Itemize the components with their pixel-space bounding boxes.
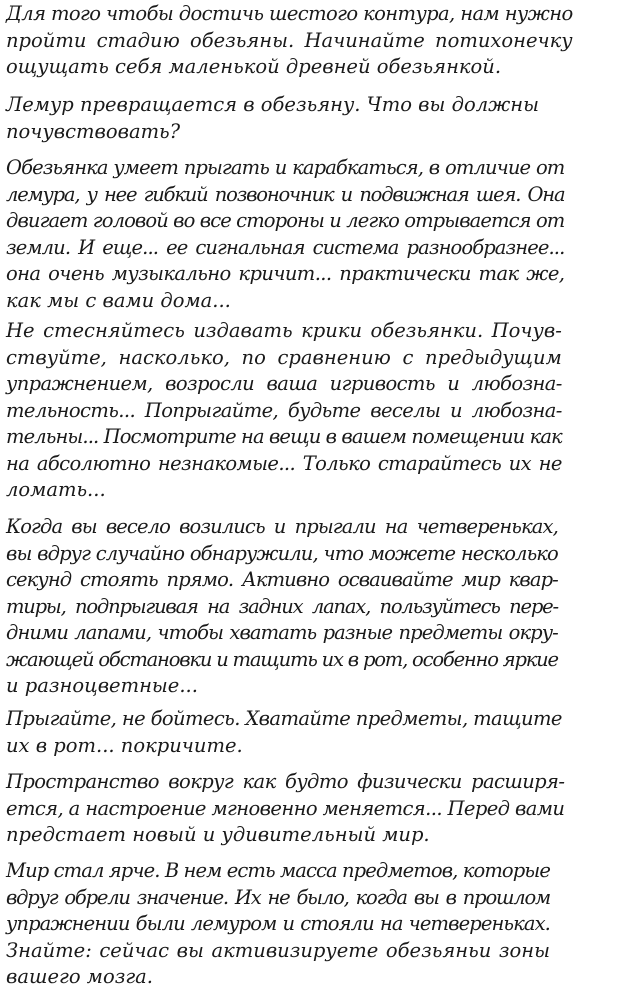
text-line: предстает новый и удивительный мир.	[6, 823, 430, 846]
text-line: она очень музыкально кричит... практически так же,	[6, 262, 565, 285]
text-line: Мир стал ярче. В нем есть масса предметов, которые	[6, 859, 550, 882]
text-line: и разноцветные...	[6, 674, 198, 697]
paragraph-1	[6, 1, 573, 81]
text-line: Лемур превращается в обезьяну. Что вы должны	[6, 93, 540, 116]
paragraph-6	[6, 706, 562, 759]
text-line: дними лапами, чтобы хватать разные предметы окру-	[6, 621, 558, 644]
text-line: тиры, подпрыгивая на задних лапах, пользуйтесь пере-	[6, 594, 558, 618]
text-line: земли. И еще... ее сигнальная система разнообразнее...	[6, 235, 565, 259]
text-line: Обезьянка умеет прыгать и карабкаться, в отличие от	[6, 156, 565, 179]
text-line: на абсолютно незнакомые... Только старайтесь их не	[6, 451, 562, 475]
paragraph-2	[6, 92, 539, 145]
paragraph-8	[6, 858, 550, 991]
text-line: ствуйте, насколько, по сравнению с предыдущим	[6, 345, 562, 369]
text-line: почувствовать?	[6, 119, 181, 143]
text-line: их в рот... покричите.	[6, 733, 243, 757]
text-line: двигает головой во все стороны и легко отрывается от	[6, 209, 565, 232]
paragraph-4	[6, 318, 562, 504]
text-line: вдруг обрели значение. Их не было, когда вы в прошлом	[6, 885, 550, 909]
text-line: ощущать себя маленькой древней обезьянкой.	[6, 55, 502, 78]
text-line: Для того чтобы достичь шестого контура, нам нужно	[6, 2, 573, 25]
text-line: тельность... Попрыгайте, будьте веселы и любозна-	[6, 398, 562, 422]
text-line: ломать...	[6, 478, 106, 501]
text-line: Знайте: сейчас вы активизируете обезьяньи зоны	[6, 938, 550, 962]
text-line: вы вдруг случайно обнаружили, что можете несколько	[6, 541, 558, 565]
text-line: упражнением, возросли ваша игривость и любозна-	[6, 372, 562, 395]
text-line: как мы с вами дома...	[6, 288, 231, 312]
paragraph-3	[6, 155, 564, 314]
text-line: ется, а настроение мгновенно меняется... Перед вами	[6, 796, 565, 820]
text-line: секунд стоять прямо. Активно осваивайте мир квар-	[6, 568, 558, 591]
text-line: пройти стадию обезьяны. Начинайте потихонечку	[6, 28, 573, 52]
text-line: вашего мозга.	[6, 965, 154, 988]
text-line: Прыгайте, не бойтесь. Хватайте предметы, тащите	[6, 707, 562, 730]
text-line: тельны... Посмотрите на вещи в вашем помещении как	[6, 425, 562, 448]
paragraph-7	[6, 769, 564, 849]
text-line: Не стесняйтесь издавать крики обезьянки. Почув-	[6, 319, 562, 342]
text-line: лемура, у нее гибкий позвоночник и подвижная шея. Она	[6, 182, 565, 206]
paragraph-5	[6, 514, 558, 700]
text-line: Когда вы весело возились и прыгали на четвереньках,	[6, 515, 558, 538]
text-line: Пространство вокруг как будто физически расширя-	[6, 770, 565, 793]
text-line: жающей обстановки и тащить их в рот, особенно яркие	[6, 647, 558, 671]
text-line: упражнении были лемуром и стояли на четвереньках.	[6, 912, 550, 935]
